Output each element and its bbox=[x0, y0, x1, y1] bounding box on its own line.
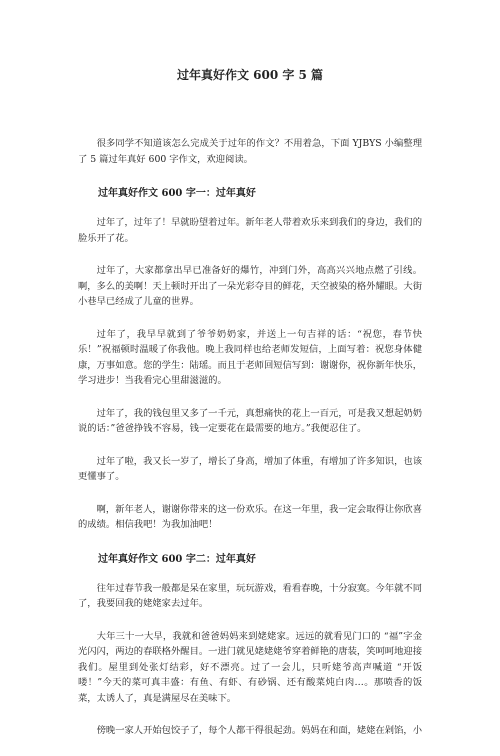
document-body bbox=[78, 136, 422, 756]
paragraph: 过年了，我早早就到了爷爷奶奶家，并送上一句吉祥的话：“祝您，春节快乐！”祝福顿时温暖了你我他。晚上我同样也给老师发短信，上面写着：祝您身体健康，万事如意。您的学生：陆瑶。而且于老师回短信写到：谢谢你，祝你新年快乐，学习进步！当我看完心里甜滋滋的。 bbox=[78, 328, 422, 386]
section-heading: 过年真好作文 600 字二：过年真好 bbox=[98, 553, 256, 565]
paragraph: 过年了，过年了！早就盼望着过年。新年老人带着欢乐来到我们的身边，我们的脸乐开了花。 bbox=[78, 217, 422, 244]
paragraph: 啊，新年老人，谢谢你带来的这一份欢乐。在这一年里，我一定会取得让你欣喜的成绩。相信我吧！为我加油吧！ bbox=[78, 503, 422, 530]
document-title: 过年真好作文 600 字 5 篇 bbox=[176, 68, 324, 82]
paragraph: 往年过春节我一般都是呆在家里，玩玩游戏，看看春晚，十分寂寞。今年就不同了，我要回我的姥姥家去过年。 bbox=[78, 582, 422, 609]
paragraph: 过年了，大家都拿出早已准备好的爆竹，冲到门外，高高兴兴地点燃了引线。啊，多么的美啊！天上顿时开出了一朵光彩夺目的鲜花，天空被染的格外耀眼。大街小巷早已经成了儿童的世界。 bbox=[78, 265, 422, 307]
paragraph: 大年三十一大早，我就和爸爸妈妈来到姥姥家。远远的就看见门口的 “福”字金光闪闪，两边的春联格外醒目。一进门就见姥姥姥爷穿着鲜艳的唐装，笑呵呵地迎接我们。屋里到处张灯结彩，好不漂亮。过了一会儿，只听姥爷高声喊道 “开饭喽！”今天的菜可真丰盛：有鱼、有虾、有砂锅、还有酸菜炖白肉…。那喷香的饭菜，太诱人了，真是满屋尽在美味下。 bbox=[78, 630, 422, 704]
section-heading: 过年真好作文 600 字一：过年真好 bbox=[98, 188, 256, 199]
intro-paragraph: 很多同学不知道该怎么完成关于过年的作文？不用着急，下面 YJBYS 小编整理了 5 篇过年真好 600 字作文，欢迎阅读。 bbox=[78, 138, 422, 165]
paragraph: 傍晚一家人开始包饺子了，每个人都干得很起劲。妈妈在和面，姥姥在剁馅，小 bbox=[96, 725, 422, 736]
paragraph: 过年了，我的钱包里又多了一千元，真想痛快的花上一百元，可是我又想起奶奶说的话：”爸爸挣钱不容易，钱一定要花在最需要的地方。”我便忍住了。 bbox=[78, 407, 422, 434]
paragraph: 过年了啦，我又长一岁了，增长了身高，增加了体重，有增加了许多知识，也该更懂事了。 bbox=[78, 455, 422, 482]
